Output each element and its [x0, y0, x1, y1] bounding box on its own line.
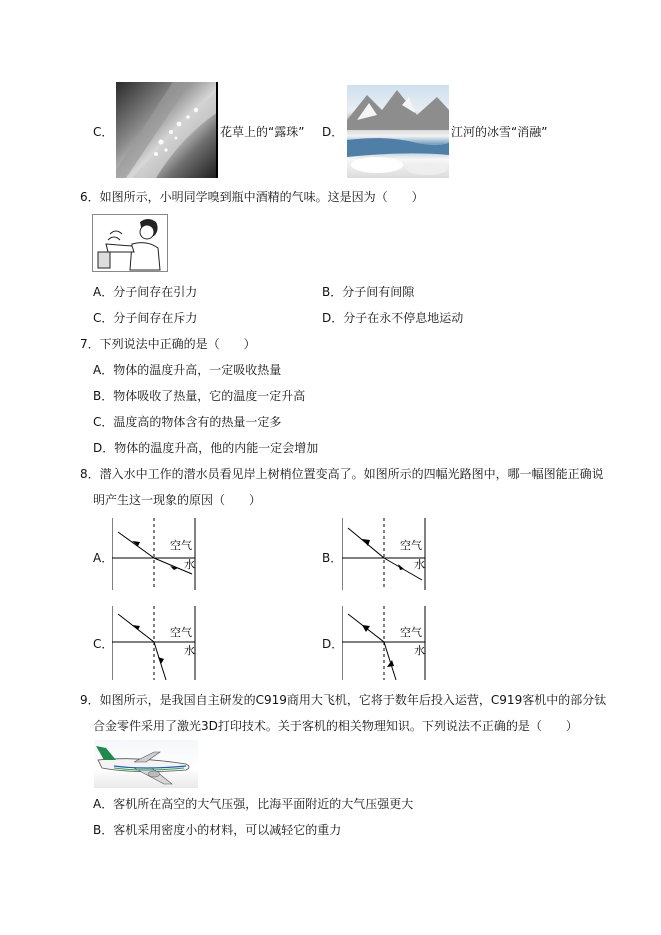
q8-d-air-label: 空气	[400, 626, 422, 639]
q7-option-c: C．温度高的物体含有的热量一定多	[93, 415, 282, 429]
q6-option-b: B．分子间有间隙	[322, 285, 415, 299]
q8-stem-line2: 明产生这一现象的原因（ ）	[93, 493, 262, 507]
q7-option-b: B．物体吸收了热量，它的温度一定升高	[93, 389, 306, 403]
q7-option-d: D．物体的温度升高，他的内能一定会增加	[93, 441, 319, 455]
q7-option-a: A．物体的温度升高，一定吸收热量	[93, 363, 282, 377]
q8-option-d-label: D．	[322, 637, 344, 651]
q7-stem: 7．下列说法中正确的是（ ）	[80, 337, 256, 351]
q8-option-a-label: A．	[93, 551, 114, 565]
q9-stem-line1: 9．如图所示，是我国自主研发的C919商用大飞机，它将于数年后投入运营，C919客机中的部分钛	[80, 693, 607, 707]
q8-a-water-label: 水	[184, 558, 195, 571]
q9-option-a: A．客机所在高空的大气压强，比海平面附近的大气压强更大	[93, 797, 414, 811]
q8-option-b-label: B．	[322, 551, 343, 565]
q5-option-c-text: 花草上的“露珠”	[220, 125, 305, 139]
q6-option-c: C．分子间存在斥力	[93, 311, 198, 325]
q8-b-water-label: 水	[414, 558, 425, 571]
q6-stem: 6．如图所示，小明同学嗅到瓶中酒精的气味。这是因为（ ）	[80, 190, 424, 204]
q9-option-b: B．客机采用密度小的材料，可以减轻它的重力	[93, 823, 342, 837]
light-path-diagram-d[interactable]	[342, 606, 428, 680]
river-ice-photo	[347, 85, 449, 178]
q5-option-c-label: C．	[93, 125, 114, 139]
boy-smelling-bottle-figure	[92, 214, 168, 272]
q8-stem-line1: 8．潜入水中工作的潜水员看见岸上树梢位置变高了。如图所示的四幅光路图中，哪一幅图能正确说	[80, 467, 604, 481]
light-path-diagram-b[interactable]	[342, 518, 428, 590]
q8-d-water-label: 水	[414, 644, 425, 657]
q8-c-air-label: 空气	[170, 626, 192, 639]
dew-photo	[116, 82, 218, 178]
q8-a-air-label: 空气	[170, 539, 192, 552]
q5-option-d-text: 江河的冰雪“消融”	[451, 125, 548, 139]
light-path-diagram-a[interactable]	[112, 518, 198, 590]
q8-option-c-label: C．	[93, 637, 114, 651]
q9-stem-line2: 合金零件采用了激光3D打印技术。关于客机的相关物理知识。下列说法不正确的是（ ）	[93, 719, 578, 733]
c919-airplane-photo	[94, 740, 198, 788]
q8-b-air-label: 空气	[400, 539, 422, 552]
light-path-diagram-c[interactable]	[112, 606, 198, 680]
q6-option-a: A．分子间存在引力	[93, 285, 198, 299]
q8-c-water-label: 水	[184, 644, 195, 657]
q6-option-d: D．分子在永不停息地运动	[322, 311, 464, 325]
q5-option-d-label: D．	[322, 125, 344, 139]
